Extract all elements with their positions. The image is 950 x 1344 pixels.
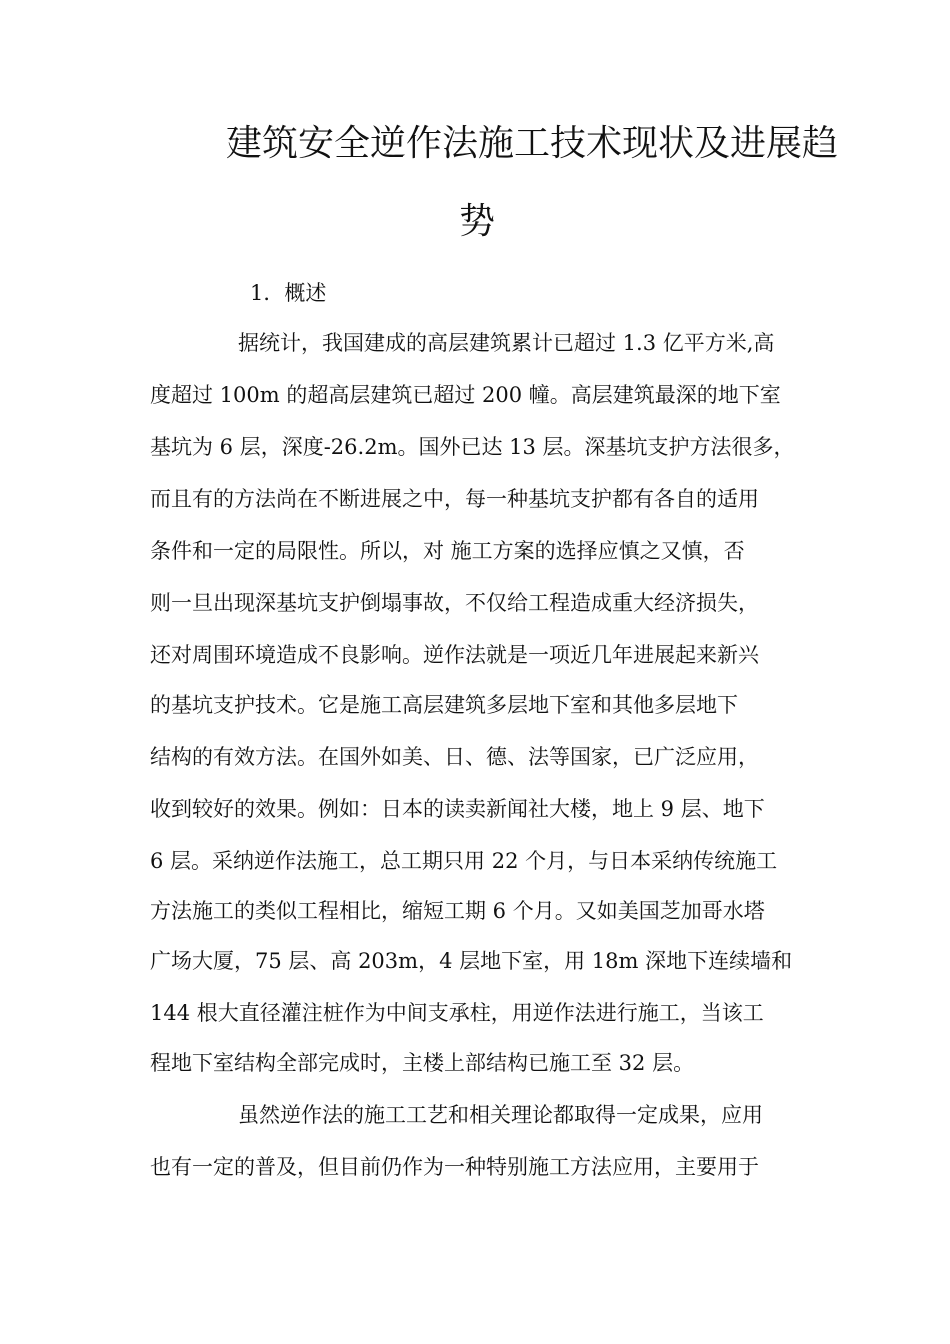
- paragraph-1-line: 144 根大直径灌注桩作为中间支承柱，用逆作法进行施工，当该工: [150, 1001, 764, 1025]
- paragraph-1-line: 6 层。采纳逆作法施工，总工期只用 22 个月，与日本采纳传统施工: [150, 849, 778, 873]
- paragraph-1-line: 还对周围环境造成不良影响。逆作法就是一项近几年进展起来新兴: [150, 643, 759, 667]
- paragraph-1-line: 方法施工的类似工程相比，缩短工期 6 个月。又如美国芝加哥水塔: [150, 899, 765, 923]
- paragraph-2-line: 也有一定的普及，但目前仍作为一种特别施工方法应用，主要用于: [150, 1155, 759, 1179]
- paragraph-1-line: 结构的有效方法。在国外如美、日、德、法等国家，已广泛应用，: [150, 745, 759, 769]
- paragraph-1-line: 条件和一定的局限性。所以，对 施工方案的选择应慎之又慎，否: [150, 539, 745, 563]
- paragraph-1-line: 广场大厦，75 层、高 203m，4 层地下室，用 18m 深地下连续墙和: [150, 949, 793, 973]
- paragraph-1-line: 基坑为 6 层，深度-26.2m。国外已达 13 层。深基坑支护方法很多，: [150, 435, 795, 459]
- paragraph-1-line: 则一旦出现深基坑支护倒塌事故，不仅给工程造成重大经济损失，: [150, 591, 759, 615]
- paragraph-1-line: 度超过 100m 的超高层建筑已超过 200 幢。高层建筑最深的地下室: [150, 383, 781, 407]
- paragraph-1-line: 收到较好的效果。例如：日本的读卖新闻社大楼，地上 9 层、地下: [150, 797, 765, 821]
- document-title-line-1: 建筑安全逆作法施工技术现状及进展趋: [226, 123, 839, 164]
- paragraph-1-line: 程地下室结构全部完成时，主楼上部结构已施工至 32 层。: [150, 1051, 695, 1075]
- paragraph-1-line: 而且有的方法尚在不断进展之中，每一种基坑支护都有各自的适用: [150, 487, 759, 511]
- paragraph-1-line: 的基坑支护技术。它是施工高层建筑多层地下室和其他多层地下: [150, 693, 738, 717]
- paragraph-1-line: 据统计，我国建成的高层建筑累计已超过 1.3 亿平方米,高: [238, 331, 775, 355]
- section-heading: 1．概述: [250, 281, 327, 305]
- paragraph-2-line: 虽然逆作法的施工工艺和相关理论都取得一定成果，应用: [238, 1103, 763, 1127]
- document-title-line-2: 势: [459, 201, 496, 242]
